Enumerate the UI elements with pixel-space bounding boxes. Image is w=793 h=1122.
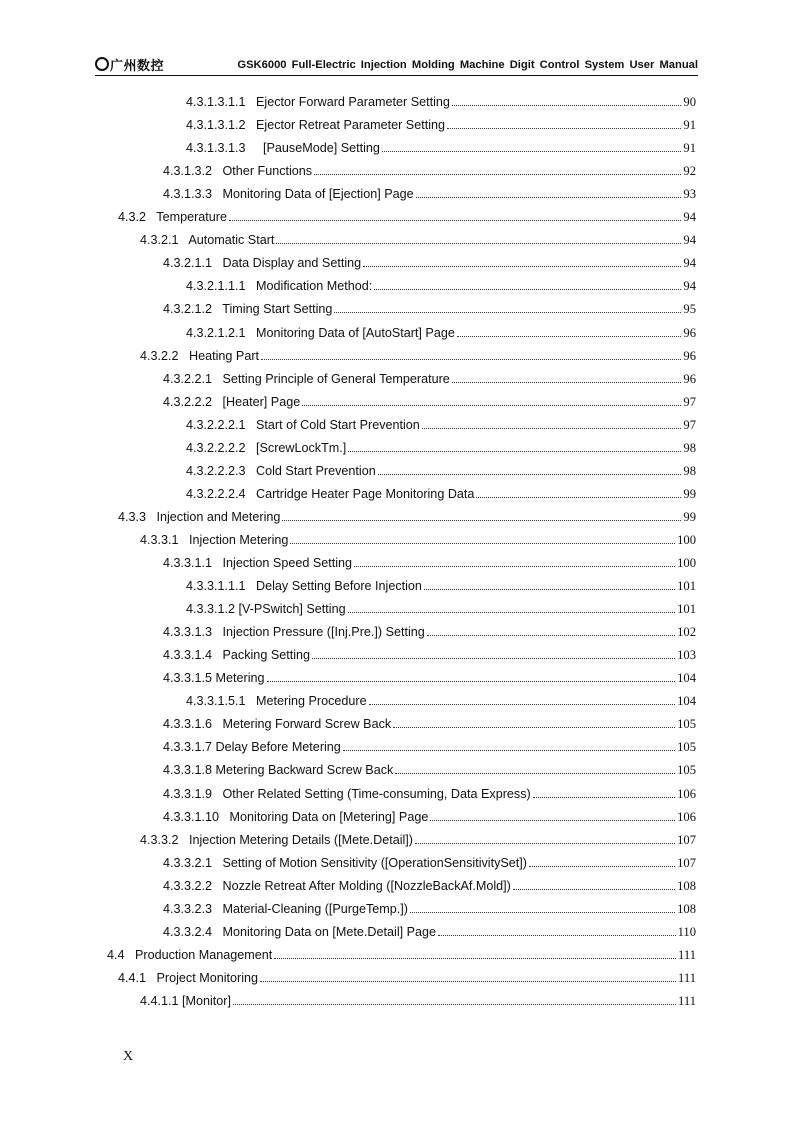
toc-entry-title: 4.3.3.1.9 Other Related Setting (Time-consuming, Data Express) <box>163 786 531 801</box>
toc-entry[interactable] <box>163 297 696 317</box>
toc-entry-page: 96 <box>683 348 696 363</box>
toc-entry-page: 90 <box>683 95 696 109</box>
toc-entry[interactable] <box>186 597 696 617</box>
toc-entry[interactable] <box>186 90 696 110</box>
toc-dot-leader <box>369 704 675 705</box>
toc-entry-page: 94 <box>683 279 696 294</box>
toc-dot-leader <box>438 935 676 936</box>
toc-entry-title: 4.3.2.2.2.3 Cold Start Prevention <box>186 463 376 478</box>
toc-entry[interactable] <box>186 321 696 341</box>
toc-entry-title: 4.3.3.1.1 Injection Speed Setting <box>163 556 353 570</box>
toc-entry-page: 111 <box>678 970 696 985</box>
toc-entry[interactable] <box>186 436 696 456</box>
toc-entry-page: 97 <box>683 394 696 409</box>
toc-dot-leader <box>410 912 675 913</box>
toc-entry-page: 99 <box>683 486 696 501</box>
toc-dot-leader <box>395 773 675 774</box>
manual-title: GSK6000 Full-Electric Injection Molding Machine Digit Control System User Manual <box>237 59 698 71</box>
toc-dot-leader <box>334 312 681 313</box>
toc-entry-page: 102 <box>677 625 696 640</box>
toc-entry[interactable] <box>163 874 696 894</box>
toc-entry[interactable] <box>186 113 696 133</box>
toc-entry[interactable] <box>118 505 696 525</box>
toc-entry[interactable] <box>163 712 696 732</box>
toc-entry[interactable] <box>163 182 696 202</box>
toc-entry-title: 4.3.3.2 Injection Metering Details ([Mete.Detail]) <box>140 832 413 847</box>
toc-entry-page: 108 <box>677 901 696 916</box>
toc-entry-title: 4.3.1.3.3 Monitoring Data of [Ejection] Page <box>163 187 414 202</box>
toc-dot-leader <box>290 543 675 544</box>
toc-entry-page: 107 <box>677 832 696 847</box>
toc-entry-title: 4.3.2.2.2.1 Start of Cold Start Prevention <box>186 417 420 432</box>
toc-entry-title: 4.3.2.1 Automatic Start <box>140 233 275 248</box>
toc-dot-leader <box>348 451 681 452</box>
toc-entry-title: 4.3.3.1.2 [V-PSwitch] Setting <box>186 602 346 617</box>
toc-entry-page: 100 <box>677 532 696 547</box>
toc-dot-leader <box>424 589 675 590</box>
toc-entry[interactable] <box>163 643 696 663</box>
toc-entry-title: 4.3.2.1.1 Data Display and Setting <box>163 256 362 271</box>
toc-entry[interactable] <box>140 989 696 1009</box>
toc-entry-page: 105 <box>677 740 696 755</box>
toc-entry-page: 98 <box>683 440 696 455</box>
toc-dot-leader <box>447 128 681 129</box>
toc-entry[interactable] <box>140 344 696 364</box>
toc-entry-page: 103 <box>677 648 696 663</box>
toc-entry[interactable] <box>140 528 696 548</box>
toc-entry-title: 4.3.3.1 Injection Metering <box>140 532 289 547</box>
toc-entry-title: 4.3.3.2.1 Setting of Motion Sensitivity ([OperationSensitivitySet]) <box>163 855 527 870</box>
toc-entry-page: 108 <box>677 878 696 893</box>
toc-dot-leader <box>229 220 681 221</box>
toc-dot-leader <box>452 105 682 106</box>
toc-entry-page: 98 <box>683 463 696 478</box>
toc-entry[interactable] <box>107 943 696 963</box>
toc-entry-title: 4.3.2.2 Heating Part <box>140 348 260 363</box>
toc-entry[interactable] <box>118 966 696 986</box>
toc-dot-leader <box>533 797 675 798</box>
toc-entry-page: 92 <box>683 164 696 179</box>
toc-entry-page: 91 <box>683 141 696 156</box>
page-number: X <box>123 1049 134 1064</box>
toc-entry-page: 111 <box>678 993 696 1008</box>
toc-dot-leader <box>343 750 675 751</box>
toc-dot-leader <box>312 658 675 659</box>
toc-entry-title: 4.3.2.2.2.2 [ScrewLockTm.] <box>186 440 347 455</box>
toc-dot-leader <box>260 981 676 982</box>
toc-entry-page: 104 <box>677 694 696 709</box>
toc-dot-leader <box>416 197 682 198</box>
toc-dot-leader <box>430 820 675 821</box>
toc-entry-title: 4.3.2.1.2 Timing Start Setting <box>163 302 333 317</box>
toc-entry-page: 93 <box>683 187 696 202</box>
toc-entry-title: 4.3.3.1.1.1 Delay Setting Before Injection <box>186 579 422 594</box>
toc-entry[interactable] <box>163 666 696 686</box>
toc-entry-title: 4.3.3.1.5 Metering <box>163 671 265 686</box>
toc-dot-leader <box>457 336 682 337</box>
toc-entry-page: 96 <box>683 371 696 386</box>
gsk-logo <box>95 57 164 75</box>
toc-entry-title: 4.3.1.3.1.3 [PauseMode] Setting <box>186 141 380 156</box>
toc-entry-page: 94 <box>683 233 696 248</box>
toc-entry-title: 4.3.3.1.3 Injection Pressure ([Inj.Pre.]) Setting <box>163 625 425 640</box>
toc-entry[interactable] <box>163 390 696 410</box>
toc-entry-title: 4.3.2.2.1 Setting Principle of General Temperature <box>163 371 450 386</box>
toc-entry-title: 4.3.3.1.7 Delay Before Metering <box>163 740 341 755</box>
toc-dot-leader <box>374 289 681 290</box>
toc-entry-page: 105 <box>677 763 696 778</box>
toc-entry-title: 4.3.3.2.4 Monitoring Data on [Mete.Detail] Page <box>163 924 437 939</box>
toc-entry-page: 101 <box>677 602 696 617</box>
toc-entry-page: 95 <box>683 302 696 317</box>
toc-entry-page: 111 <box>678 947 696 962</box>
toc-dot-leader <box>393 727 675 728</box>
toc-entry-title: 4.3.3.1.4 Packing Setting <box>163 648 311 663</box>
toc-entry[interactable] <box>140 228 696 248</box>
toc-entry-page: 99 <box>683 509 696 524</box>
toc-entry-title: 4.3.1.3.2 Other Functions <box>163 164 313 179</box>
toc-entry-title: 4.3.3.2.2 Nozzle Retreat After Molding ([NozzleBackAf.Mold]) <box>163 878 511 893</box>
toc-dot-leader <box>427 635 675 636</box>
toc-entry[interactable] <box>163 367 696 387</box>
page-header <box>95 57 698 76</box>
toc-entry-page: 110 <box>677 924 696 939</box>
toc-entry-title: 4.3.3 Injection and Metering <box>118 509 281 524</box>
toc-entry-title: 4.3.3.1.5.1 Metering Procedure <box>186 694 367 709</box>
toc-dot-leader <box>452 382 682 383</box>
toc-dot-leader <box>261 359 681 360</box>
toc-entry-page: 100 <box>677 556 696 570</box>
toc-entry[interactable] <box>186 482 696 502</box>
toc-dot-leader <box>267 681 676 682</box>
toc-entry-title: 4.3.3.1.10 Monitoring Data on [Metering] Page <box>163 809 429 824</box>
toc-entry[interactable] <box>163 805 696 825</box>
toc-entry[interactable] <box>186 459 696 479</box>
toc-dot-leader <box>422 428 682 429</box>
toc-entry-page: 105 <box>677 717 696 732</box>
toc-entry[interactable] <box>186 274 696 294</box>
toc-dot-leader <box>276 243 681 244</box>
toc-entry-title: 4.3.3.2.3 Material-Cleaning ([PurgeTemp.]) <box>163 901 408 916</box>
toc-dot-leader <box>233 1004 676 1005</box>
logo-mark-icon <box>95 57 109 71</box>
toc-entry[interactable] <box>163 551 696 571</box>
toc-entry-page: 91 <box>683 118 696 133</box>
toc-entry-title: 4.3.2 Temperature <box>118 210 227 225</box>
toc-dot-leader <box>282 520 681 521</box>
toc-entry-page: 101 <box>677 579 696 594</box>
toc-entry-title: 4.3.1.3.1.2 Ejector Retreat Parameter Setting <box>186 118 446 133</box>
toc-entry-title: 4.3.2.1.2.1 Monitoring Data of [AutoStart] Page <box>186 325 455 340</box>
toc-dot-leader <box>476 497 681 498</box>
toc-entry[interactable] <box>163 897 696 917</box>
toc-dot-leader <box>378 474 682 475</box>
toc-entry-page: 96 <box>683 325 696 340</box>
toc-entry-page: 94 <box>683 256 696 271</box>
toc-dot-leader <box>302 405 681 406</box>
toc-entry-title: 4.3.3.1.6 Metering Forward Screw Back <box>163 717 392 732</box>
toc-entry[interactable] <box>140 828 696 848</box>
toc-entry[interactable] <box>163 758 696 778</box>
toc-entry[interactable] <box>186 689 696 709</box>
toc-entry[interactable] <box>163 251 696 271</box>
toc-entry-title: 4.3.3.1.8 Metering Backward Screw Back <box>163 763 394 778</box>
toc-entry-page: 97 <box>683 417 696 432</box>
toc-entry[interactable] <box>163 851 696 871</box>
toc-dot-leader <box>382 151 681 152</box>
toc-dot-leader <box>363 266 681 267</box>
toc-dot-leader <box>314 174 681 175</box>
toc-entry-page: 104 <box>677 671 696 686</box>
toc-entry-title: 4.4.1.1 [Monitor] <box>140 993 232 1008</box>
toc-entry[interactable] <box>186 136 696 156</box>
toc-entry[interactable] <box>118 205 696 225</box>
toc-dot-leader <box>513 889 675 890</box>
toc-entry-page: 106 <box>677 786 696 801</box>
toc-entry-page: 94 <box>683 210 696 225</box>
toc-entry-title: 4.3.1.3.1.1 Ejector Forward Parameter Setting <box>186 95 450 109</box>
toc-dot-leader <box>529 866 675 867</box>
toc-entry[interactable] <box>163 735 696 755</box>
toc-entry[interactable] <box>186 574 696 594</box>
toc-entry[interactable] <box>186 413 696 433</box>
toc-entry[interactable] <box>163 782 696 802</box>
toc-entry[interactable] <box>163 620 696 640</box>
toc-entry-title: 4.4.1 Project Monitoring <box>118 970 259 985</box>
toc-dot-leader <box>415 843 675 844</box>
toc-entry-title: 4.3.2.2.2.4 Cartridge Heater Page Monitoring Data <box>186 486 475 501</box>
toc-dot-leader <box>348 612 675 613</box>
toc-entry-page: 107 <box>677 855 696 870</box>
toc-entry-title: 4.3.2.2.2 [Heater] Page <box>163 394 301 409</box>
toc-entry[interactable] <box>163 920 696 940</box>
toc-entry-page: 106 <box>677 809 696 824</box>
toc-entry[interactable] <box>163 159 696 179</box>
toc-entry-title: 4.3.2.1.1.1 Modification Method: <box>186 279 373 294</box>
toc-dot-leader <box>274 958 676 959</box>
toc-dot-leader <box>354 566 675 567</box>
toc-entry-title: 4.4 Production Management <box>107 947 273 962</box>
logo-text: 广州数控 <box>110 59 165 74</box>
